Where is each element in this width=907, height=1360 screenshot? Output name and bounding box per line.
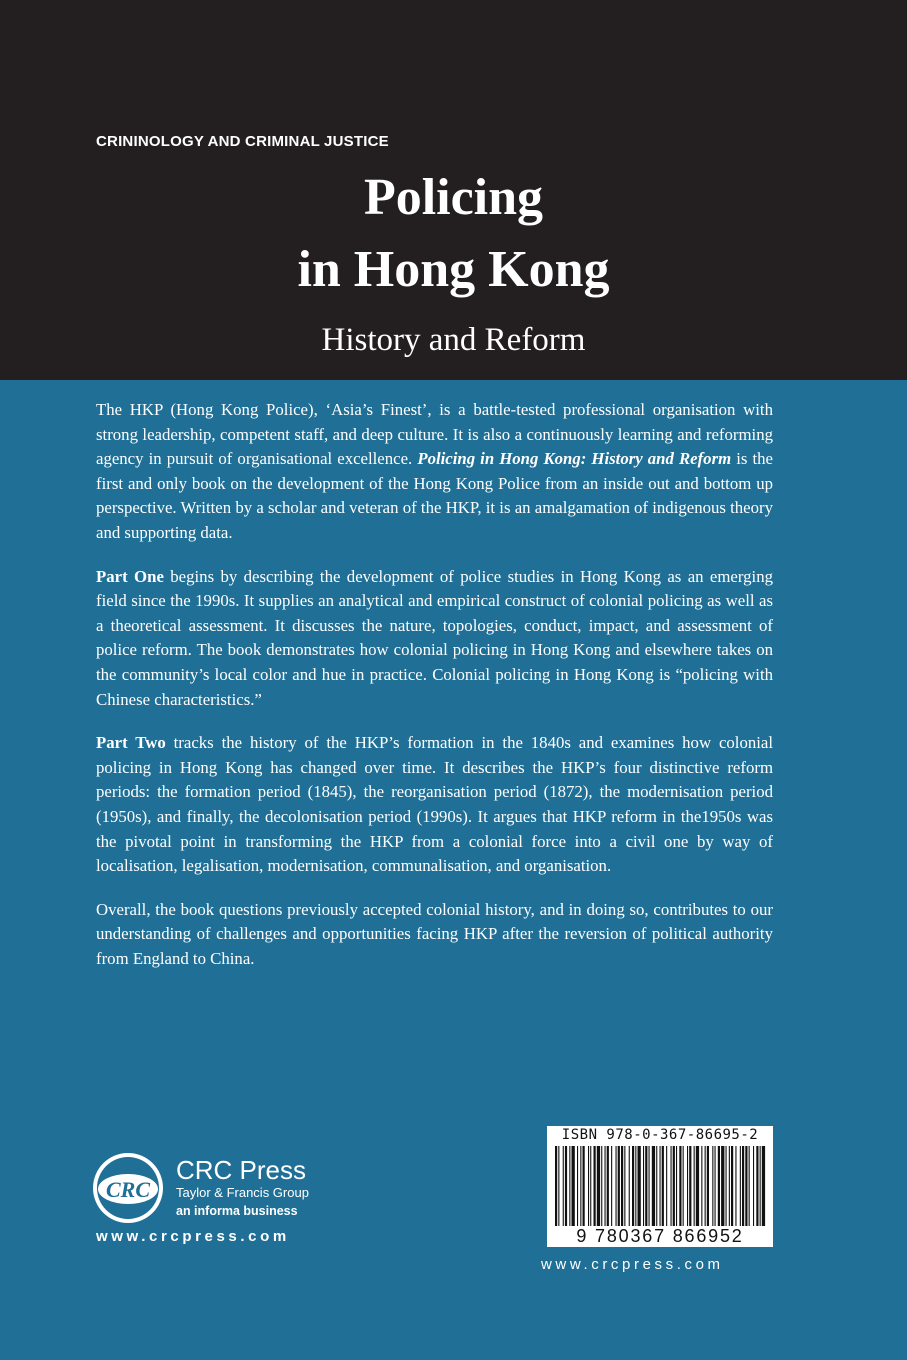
barcode-bar	[760, 1146, 761, 1226]
publisher-url: www.crcpress.com	[96, 1228, 290, 1245]
barcode-bar	[635, 1146, 636, 1226]
barcode-bar	[756, 1146, 758, 1226]
barcode-bar	[601, 1146, 602, 1226]
barcode-bar	[607, 1146, 609, 1226]
blurb-p3-text: tracks the history of the HKP’s formation in the 1840s and examines how colonial policing in Hong Kong has changed over time. It describes the HKP’s four distinctive reform periods: the formation period (1845), the reorganisation period (1872), the modernisation period (1950s), and finally, the decolonisation period (1990s). It argues that HKP reform in the1950s was the pivotal point in transforming the HKP from a colonial force into a civil one by way of localisation, legalisation, modernisation, communalisation, and organisation.	[96, 733, 774, 876]
blurb-paragraph-3	[96, 731, 773, 879]
barcode-bar	[588, 1146, 589, 1226]
barcode-bar	[676, 1146, 677, 1226]
barcode-bar	[569, 1146, 570, 1226]
barcode-bar	[555, 1146, 557, 1226]
barcode-bar	[673, 1146, 675, 1226]
barcode-url: www.crcpress.com	[541, 1256, 724, 1273]
barcode-bar	[643, 1146, 644, 1226]
barcode-bar	[721, 1146, 724, 1226]
barcode-bar	[577, 1146, 578, 1226]
crc-logo-text: CRC	[105, 1177, 151, 1202]
blurb-paragraph-4: Overall, the book questions previously accepted colonial history, and in doing so, contributes to our understanding of challenges and opportunities facing HKP after the reversion of political authority from England to China.	[96, 899, 773, 968]
barcode-bar	[740, 1146, 741, 1226]
book-title-line-1: Policing	[363, 169, 544, 226]
barcode-bar	[632, 1146, 634, 1226]
blurb-paragraph-1	[96, 398, 773, 546]
barcode-bar	[565, 1146, 567, 1226]
part-one-label: Part One	[96, 566, 164, 586]
header-band	[0, 0, 907, 380]
blurb-p2-text: begins by describing the development of police studies in Hong Kong as an emerging field since the 1990s. It supplies an analytical and empirical construct of colonial policing as well as a theoretical assessment. It discusses the nature, topologies, conduct, impact, and assessment of police reform. The book demonstrates how colonial policing in Hong Kong and elsewhere takes on the community’s local color and hue in practice. Colonial policing in Hong Kong is “policing with Chinese characteristics.”	[96, 566, 773, 709]
barcode-bar	[662, 1146, 664, 1226]
barcode-bar	[701, 1146, 702, 1226]
isbn-digits: 9 780367 866952	[576, 1226, 744, 1246]
barcode-bar	[558, 1146, 559, 1226]
barcode-bar	[594, 1146, 596, 1226]
barcode-bar	[715, 1146, 716, 1226]
barcode-bar	[694, 1146, 695, 1226]
barcode-bar	[666, 1146, 667, 1226]
barcode-bar	[645, 1146, 647, 1226]
barcode-bar	[687, 1146, 688, 1226]
part-two-label: Part Two	[96, 733, 166, 753]
barcode-bar	[762, 1146, 765, 1226]
barcode-bar	[735, 1146, 736, 1226]
barcode-bar	[649, 1146, 650, 1226]
publisher-block	[176, 1156, 309, 1220]
barcode-bar	[753, 1146, 754, 1226]
barcode-bar	[656, 1146, 657, 1226]
barcode-bar	[707, 1146, 709, 1226]
blurb-p1-text-a: The HKP (Hong Kong Police), ‘Asia’s Finest’, is a battle-tested professional organisation with strong leadership, competent staff, and deep culture. It is also a continuously learning and reforming agency in pursuit of organisational excellence.	[96, 400, 773, 469]
barcode-bar	[683, 1146, 684, 1226]
blurb-paragraph-2	[96, 565, 773, 713]
back-cover-blurb	[96, 398, 773, 990]
barcode-bar	[745, 1146, 747, 1226]
barcode-bar	[729, 1146, 730, 1226]
barcode-bar	[580, 1146, 581, 1226]
barcode-bar	[616, 1146, 617, 1226]
barcode-bar	[629, 1146, 630, 1226]
barcode-bar	[597, 1146, 600, 1226]
barcode-bar	[590, 1146, 591, 1226]
crc-logo-icon	[92, 1152, 164, 1224]
barcode-bar	[605, 1146, 606, 1226]
barcode-bar	[712, 1146, 713, 1226]
barcode-bar	[652, 1146, 655, 1226]
book-title-line-2: in Hong Kong	[297, 241, 610, 298]
isbn-label: ISBN 978-0-367-86695-2	[561, 1127, 759, 1143]
book-subtitle: History and Reform	[321, 322, 586, 358]
barcode-bar	[563, 1146, 564, 1226]
barcode-bar	[583, 1146, 585, 1226]
barcode-bar	[705, 1146, 706, 1226]
blurb-book-title: Policing in Hong Kong: History and Reform	[417, 449, 732, 469]
isbn-barcode	[547, 1126, 773, 1247]
barcode-bar	[689, 1146, 691, 1226]
barcode-bar	[618, 1146, 620, 1226]
barcode-bar	[696, 1146, 699, 1226]
publisher-name: CRC Press	[176, 1155, 307, 1185]
barcode-bar	[671, 1146, 672, 1226]
barcode-bar	[621, 1146, 623, 1226]
barcode-bar	[624, 1146, 625, 1226]
barcode-bar	[726, 1146, 727, 1226]
barcode-bar	[749, 1146, 750, 1226]
barcode-bars	[549, 1146, 771, 1226]
barcode-bar	[572, 1146, 575, 1226]
barcode-bar	[611, 1146, 612, 1226]
barcode-bar	[660, 1146, 661, 1226]
barcode-bar	[731, 1146, 733, 1226]
barcode-bar	[718, 1146, 720, 1226]
barcode-bar	[742, 1146, 744, 1226]
blurb-p1-text-b: is the first and only book on the development of the Hong Kong Police from an inside out and bottom up perspective. Written by a scholar and veteran of the HKP, it is an amalgamation of indigenous theory and supporting data.	[96, 449, 773, 542]
barcode-bar	[679, 1146, 681, 1226]
barcode-bar	[638, 1146, 641, 1226]
publisher-informa: an informa business	[176, 1204, 298, 1218]
publisher-group: Taylor & Francis Group	[176, 1185, 309, 1200]
series-label: CRININOLOGY AND CRIMINAL JUSTICE	[96, 133, 389, 150]
